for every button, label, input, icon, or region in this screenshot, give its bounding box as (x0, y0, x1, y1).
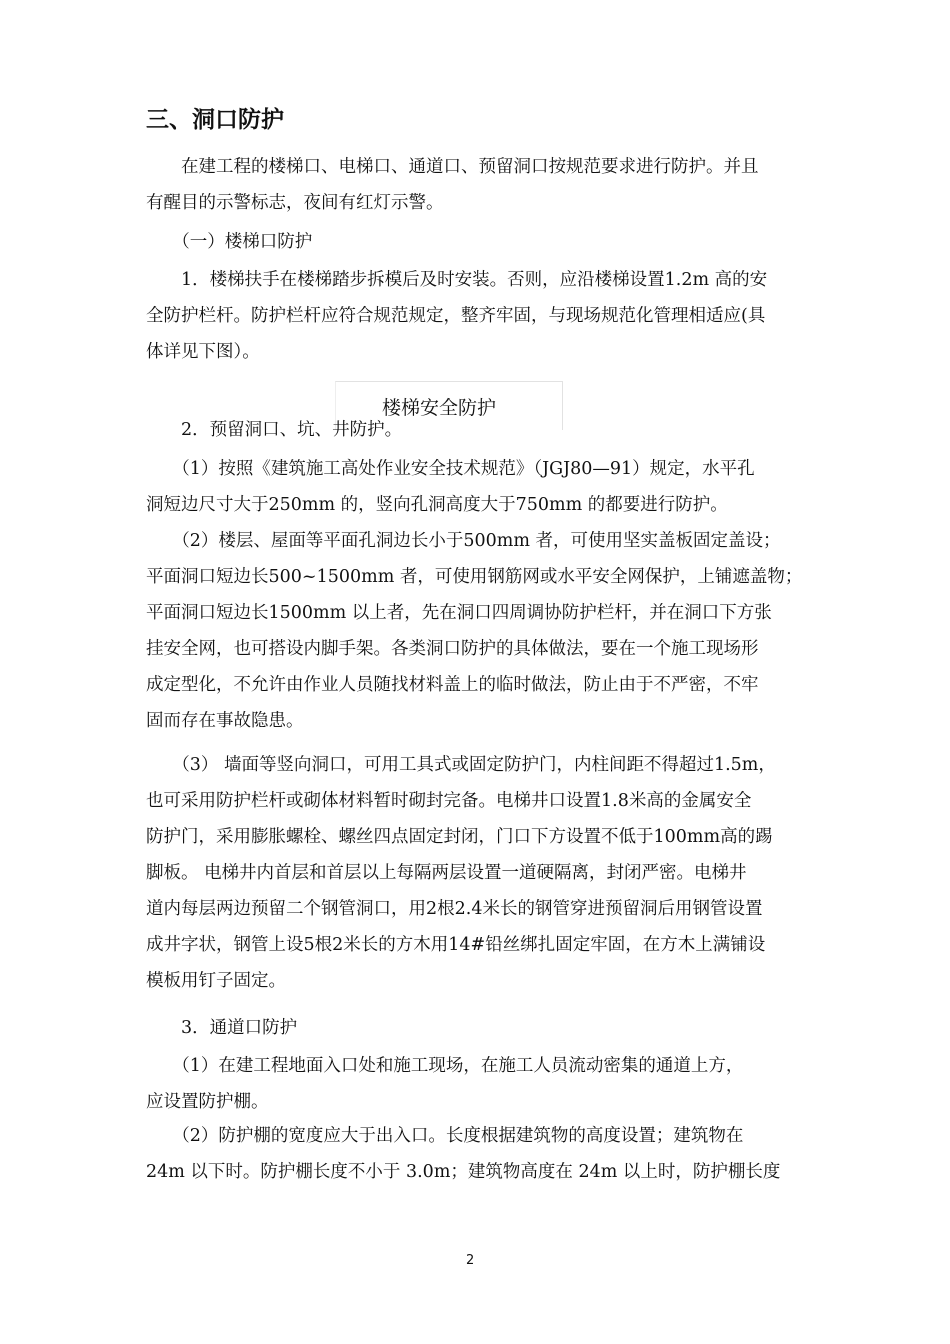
text-line: （1）在建工程地面入口处和施工现场，在施工人员流动密集的通道上方， (146, 1056, 744, 1076)
text-line: 体详见下图）。 (146, 342, 260, 362)
text-line: 全防护栏杆。防护栏杆应符合规范规定，整齐牢固，与现场规范化管理相适应(具 (146, 306, 766, 326)
subsection-title-stair (146, 224, 816, 260)
text-line: 2．预留洞口、坑、井防护。 (146, 420, 403, 440)
text-line: 平面洞口短边长500~1500mm 者，可使用钢筋网或水平安全网保护，上铺遮盖物； (146, 567, 803, 587)
page-number: 2 (466, 1253, 475, 1268)
text-line: （3） 墙面等竖向洞口，可用工具式或固定防护门，内柱间距不得超过1.5m， (146, 755, 776, 775)
section-heading: 三、洞口防护 (146, 107, 284, 133)
text-line: （一）楼梯口防护 (146, 232, 313, 252)
text-line: 1．楼梯扶手在楼梯踏步拆模后及时安装。否则，应沿楼梯设置1.2m 高的安 (146, 270, 768, 290)
intro-paragraph (146, 149, 816, 221)
text-line: 模板用钉子固定。 (146, 971, 286, 991)
passage-rule-2-paragraph (146, 1118, 816, 1190)
text-line: 道内每层两边预留二个钢管洞口，用2根2.4米长的钢管穿进预留洞后用钢管设置 (146, 899, 763, 919)
text-line: 成井字状，钢管上设5根2米长的方木用14#铅丝绑扎固定牢固，在方木上满铺设 (146, 935, 766, 955)
text-line: 24m 以下时。防护棚长度不小于 3.0m；建筑物高度在 24m 以上时，防护棚长度 (146, 1162, 781, 1182)
opening-rule-1-paragraph (146, 451, 816, 523)
text-line: 有醒目的示警标志，夜间有红灯示警。 (146, 193, 444, 213)
text-line: （1）按照《建筑施工高处作业安全技术规范》（JGJ80—91）规定，水平孔 (146, 459, 755, 479)
text-line: 也可采用防护栏杆或砌体材料暂时砌封完备。电梯井口设置1.8米高的金属安全 (146, 791, 752, 811)
text-line: （2）楼层、屋面等平面孔洞边长小于500mm 者，可使用坚实盖板固定盖设； (146, 531, 781, 551)
text-line: 3．通道口防护 (146, 1018, 298, 1038)
text-line: 挂安全网，也可搭设内脚手架。各类洞口防护的具体做法，要在一个施工现场形 (146, 639, 759, 659)
text-line: 成定型化，不允许由作业人员随找材料盖上的临时做法，防止由于不严密，不牢 (146, 675, 759, 695)
text-line: 防护门，采用膨胀螺栓、螺丝四点固定封闭，门口下方设置不低于100mm高的踢 (146, 827, 773, 847)
passage-rule-1-paragraph (146, 1048, 816, 1120)
stair-railing-paragraph (146, 262, 816, 370)
figure-caption: 楼梯安全防护 (382, 397, 497, 419)
opening-rule-2-paragraph (146, 523, 816, 739)
opening-protection-title (146, 412, 816, 448)
text-line: 平面洞口短边长1500mm 以上者，先在洞口四周调协防护栏杆，并在洞口下方张 (146, 603, 772, 623)
opening-rule-3-paragraph (146, 747, 816, 999)
text-line: （2）防护棚的宽度应大于出入口。长度根据建筑物的高度设置；建筑物在 (146, 1126, 744, 1146)
text-line: 应设置防护棚。 (146, 1092, 269, 1112)
text-line: 洞短边尺寸大于250mm 的，竖向孔洞高度大于750mm 的都要进行防护。 (146, 495, 728, 515)
passage-protection-title (146, 1010, 816, 1046)
text-line: 固而存在事故隐患。 (146, 711, 304, 731)
text-line: 脚板。 电梯井内首层和首层以上每隔两层设置一道硬隔离，封闭严密。电梯井 (146, 863, 747, 883)
text-line: 在建工程的楼梯口、电梯口、通道口、预留洞口按规范要求进行防护。并且 (146, 157, 759, 177)
